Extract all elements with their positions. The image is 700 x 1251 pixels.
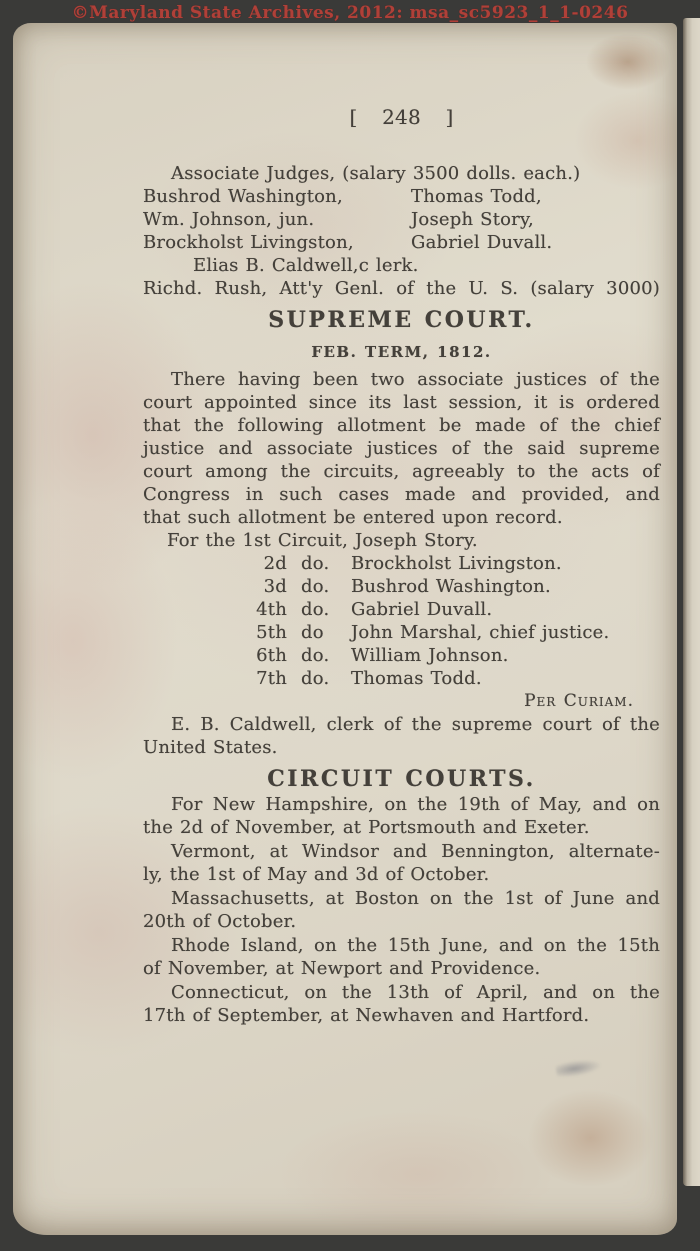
first-circuit-line: For the 1st Circuit, Joseph Story.: [167, 530, 478, 551]
circuit-court-entry: [143, 887, 660, 933]
entry-line: of November, at Newport and Providence.: [143, 958, 541, 979]
ditto-mark: do.: [301, 668, 330, 689]
entry-line: the 2d of November, at Portsmouth and Exeter.: [143, 817, 590, 838]
judge-name-right: Thomas Todd,: [411, 186, 542, 207]
circuit-number: 7th: [256, 668, 287, 689]
allotment-row: [251, 575, 660, 598]
circuit-court-entry: [143, 934, 660, 980]
page-number: [ 248 ]: [349, 105, 454, 129]
judge-name-right: Gabriel Duvall.: [411, 232, 553, 253]
entry-line: Connecticut, on the 13th of April, and on the: [171, 982, 660, 1003]
allotment-row: [251, 621, 660, 644]
clerk-note-line: United States.: [143, 737, 278, 758]
allotment-row: [251, 552, 660, 575]
judge-name-left: Wm. Johnson, jun.: [143, 209, 315, 230]
allotment-row: [251, 667, 660, 690]
ditto-mark: do: [301, 622, 324, 643]
allotment-row: [251, 644, 660, 667]
judge-pair-row: [143, 185, 660, 208]
entry-line: 17th of September, at Newhaven and Hartford.: [143, 1005, 590, 1026]
circuit-number: 3d: [263, 576, 287, 597]
adjacent-page-edge: [683, 18, 700, 1186]
entry-line: Vermont, at Windsor and Bennington, alternate-: [171, 841, 660, 862]
ditto-mark: do.: [301, 576, 330, 597]
entry-line: ly, the 1st of May and 3d of October.: [143, 864, 490, 885]
circuit-number: 2d: [263, 553, 287, 574]
ditto-mark: do.: [301, 645, 330, 666]
justice-name: John Marshal, chief justice.: [351, 622, 610, 643]
clerk-note-line: E. B. Caldwell, clerk of the supreme court of the: [171, 714, 660, 735]
associate-judges-line: Associate Judges, (salary 3500 dolls. each.): [171, 163, 581, 184]
circuit-court-entry: [143, 981, 660, 1027]
order-paragraph: [143, 368, 660, 529]
page-text: [143, 105, 660, 1027]
entry-line: For New Hampshire, on the 19th of May, and on: [171, 794, 660, 815]
justice-name: Brockholst Livingston.: [351, 553, 562, 574]
ditto-mark: do.: [301, 553, 330, 574]
judge-name-left: Bushrod Washington,: [143, 186, 343, 207]
entry-line: 20th of October.: [143, 911, 297, 932]
book-page: [13, 23, 677, 1235]
order-line: court among the circuits, agreeably to the acts of: [143, 461, 660, 482]
judge-name-left: Brockholst Livingston,: [143, 232, 354, 253]
ink-smudge: [555, 1057, 603, 1079]
circuit-number: 4th: [256, 599, 287, 620]
justice-name: William Johnson.: [351, 645, 509, 666]
allotment-row: [251, 598, 660, 621]
entry-line: Massachusetts, at Boston on the 1st of June and: [171, 888, 660, 909]
per-curiam-signature: Per Curiam.: [524, 691, 634, 711]
order-line: that the following allotment be made of the chief: [143, 415, 660, 436]
order-line: that such allotment be entered upon record.: [143, 507, 563, 528]
judge-pair-row: [143, 208, 660, 231]
archive-watermark: ©Maryland State Archives, 2012: msa_sc5923_1_1-0246: [71, 3, 629, 23]
justice-name: Gabriel Duvall.: [351, 599, 493, 620]
term-subheading: FEB. TERM, 1812.: [311, 343, 492, 361]
judge-name-right: Joseph Story,: [411, 209, 534, 230]
order-line: Congress in such cases made and provided, and: [143, 484, 660, 505]
justice-name: Thomas Todd.: [351, 668, 482, 689]
supreme-court-heading: SUPREME COURT.: [268, 307, 535, 333]
circuit-court-entry: [143, 793, 660, 839]
circuit-courts-heading: CIRCUIT COURTS.: [267, 766, 536, 792]
justice-name: Bushrod Washington.: [351, 576, 551, 597]
judge-pair-row: [143, 231, 660, 254]
clerk-line: Elias B. Caldwell,c lerk.: [193, 255, 419, 276]
circuit-number: 5th: [256, 622, 287, 643]
order-line: court appointed since its last session, it is ordered: [143, 392, 660, 413]
order-line: There having been two associate justices of the: [171, 369, 660, 390]
circuit-number: 6th: [256, 645, 287, 666]
entry-line: Rhode Island, on the 15th June, and on the 15th: [171, 935, 660, 956]
circuit-court-entry: [143, 840, 660, 886]
order-line: justice and associate justices of the said supreme: [143, 438, 660, 459]
attorney-general-line: Richd. Rush, Att'y Genl. of the U. S. (salary 3000): [143, 278, 660, 299]
ditto-mark: do.: [301, 599, 330, 620]
